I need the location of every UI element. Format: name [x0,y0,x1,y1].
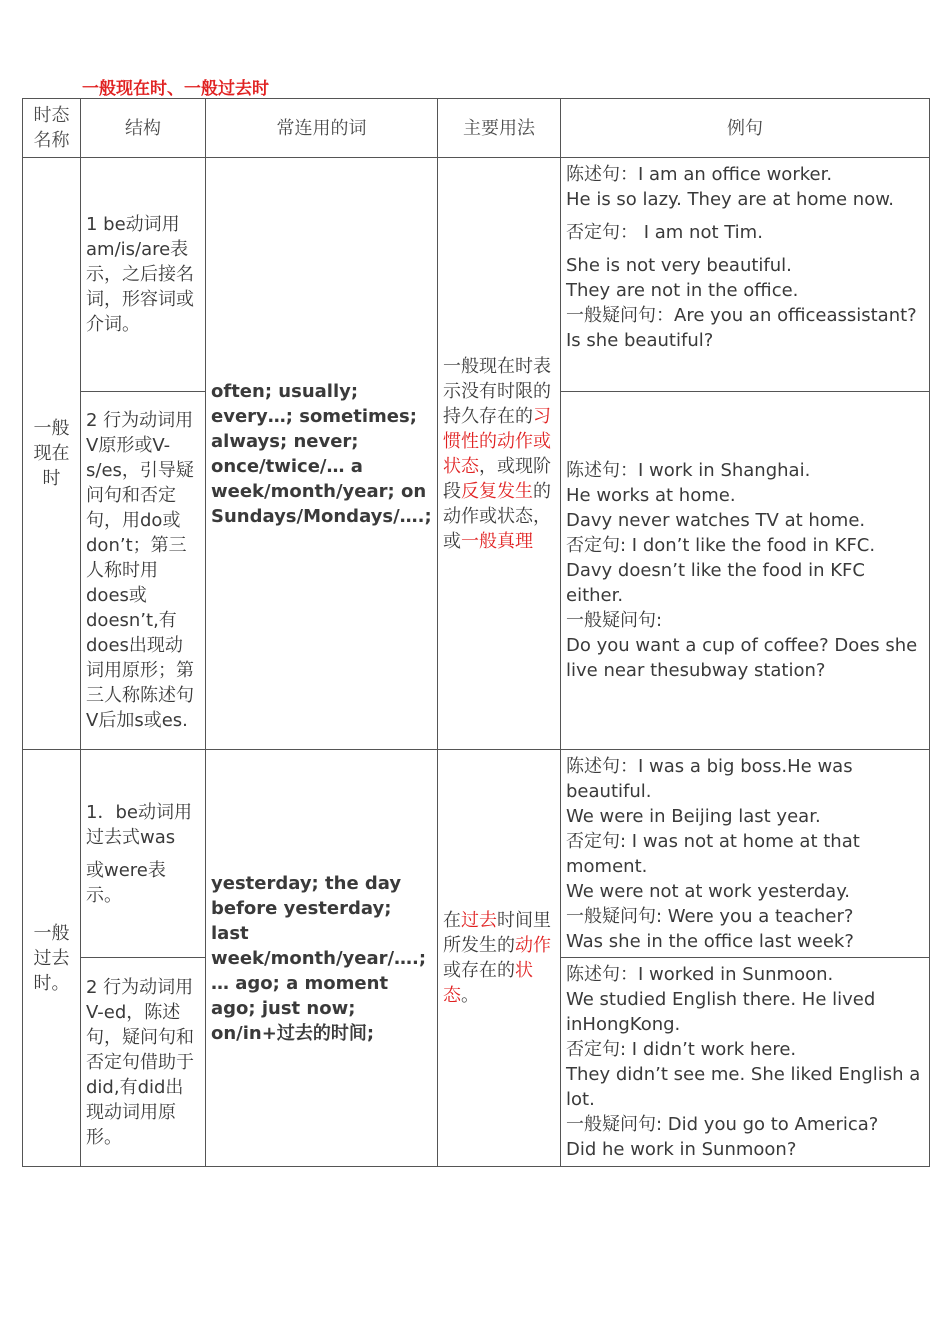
example-line: 一般疑问句: Were you a teacher? [566,906,854,927]
example-line: We were not at work yesterday. [566,881,851,902]
example-line: They didn’t see me. She liked English a lot. [566,1064,921,1110]
usage-highlight: 一般真理 [461,530,533,552]
example-line: They are not in the office. [566,280,799,301]
table-row [23,750,930,958]
header-main-usage: 主要用法 [438,99,561,158]
example-line: Davy doesn’t like the food in KFC either. [566,560,865,606]
example-line: 陈述句：I was a big boss.He was beautiful. [566,756,853,802]
tense-table [22,98,930,1167]
example-line: Do you want a cup of coffee? Does she live near thesubway station? [566,635,918,681]
header-common-words: 常连用的词 [206,99,438,158]
present-examples-2 [561,392,930,750]
example-line: We studied English there. He lived inHongKong. [566,989,876,1035]
present-common-words: often; usually; every…; sometimes; always; never; once/twice/… a week/month/year; on Sundays/Mondays/….; [206,158,438,750]
example-line: We were in Beijing last year. [566,806,821,827]
present-examples-1 [561,158,930,392]
structure-text: 或were表示。 [86,859,166,906]
past-examples-2 [561,958,930,1167]
example-line: 陈述句：I work in Shanghai. [566,460,811,481]
table-row [23,158,930,392]
present-tense-name: 一般现在时 [23,158,81,750]
header-structure: 结构 [81,99,206,158]
example-line: Was she in the office last week? [566,931,854,952]
example-line: He works at home. [566,485,736,506]
example-line: 一般疑问句: [566,610,663,631]
example-line: 一般疑问句：Are you an officeassistant? Is she beautiful? [566,305,917,351]
usage-highlight: 习惯性的动作或状态 [443,405,551,477]
usage-highlight: 状态 [443,960,533,1006]
usage-highlight: 反复发生 [461,480,533,502]
usage-text: ，或现阶段 [443,455,551,502]
example-line: 陈述句：I worked in Sunmoon. [566,964,834,985]
example-line: 否定句： I am not Tim. [566,222,763,243]
example-line: He is so lazy. They are at home now. [566,189,895,210]
usage-text: 时间里所发生的 [443,910,551,956]
example-line: 否定句: I don’t like the food in KFC. [566,535,876,556]
present-structure-1: 1 be动词用am/is/are表示，之后接名词，形容词或介词。 [81,158,206,392]
present-usage [438,158,561,750]
usage-highlight: 动作 [515,935,551,956]
usage-text: 。 [461,985,479,1006]
past-examples-1 [561,750,930,958]
past-tense-name: 一般过去时。 [23,750,81,1167]
example-line: Did he work in Sunmoon? [566,1139,797,1160]
usage-highlight: 过去 [461,910,497,931]
past-structure-2: 2 行为动词用V-ed，陈述句，疑问句和否定句借助于did,有did出现动词用原形。 [81,958,206,1167]
usage-text: 一般现在时表示没有时限的持久存在的 [443,355,551,427]
example-line: She is not very beautiful. [566,255,792,276]
example-line: Davy never watches TV at home. [566,510,866,531]
example-line: 一般疑问句: Did you go to America? [566,1114,879,1135]
past-usage [438,750,561,1167]
page-title: 一般现在时、一般过去时 [82,79,269,99]
usage-text: 的动作或状态，或 [443,480,551,552]
example-line: 否定句: I didn’t work here. [566,1039,797,1060]
past-structure-1 [81,750,206,958]
present-structure-2: 2 行为动词用V原形或V-s/es，引导疑问句和否定句，用do或don’t；第三人称时用does或doesn’t,有does出现动词用原形；第三人称陈述句V后加s或es. [81,392,206,750]
usage-text: 在 [443,910,461,931]
past-common-words: yesterday; the day before yesterday; last week/month/year/….; … ago; a moment ago; just now; on/in+过去的时间; [206,750,438,1167]
structure-text: 1．be动词用过去式was [86,801,192,848]
header-examples: 例句 [561,99,930,158]
header-tense-name: 时态名称 [23,99,81,158]
table-header-row [23,99,930,158]
example-line: 陈述句：I am an office worker. [566,164,833,185]
usage-text: 或存在的 [443,960,515,981]
example-line: 否定句: I was not at home at that moment. [566,831,860,877]
